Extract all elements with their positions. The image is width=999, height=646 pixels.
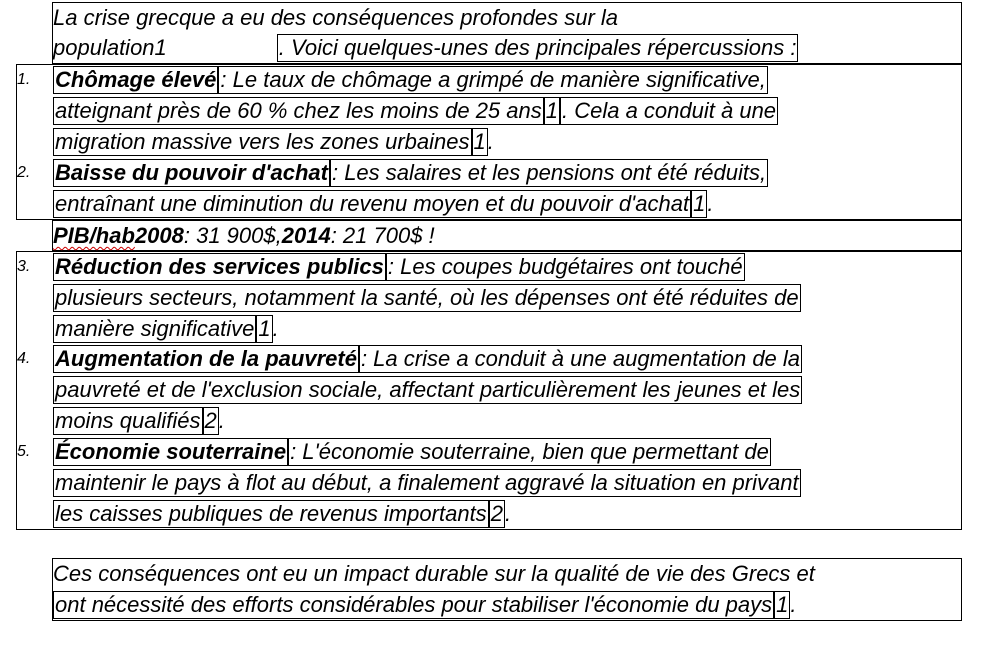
item-3-text-2: plusieurs secteurs, notamment la santé, où les dépenses ont été réduites de: [55, 285, 799, 310]
conclusion-line-2: [53, 591, 797, 619]
item-5-title: Économie souterraine: [55, 439, 287, 464]
item-3-text-3: manière significative: [55, 316, 255, 341]
list-number-5: 5.: [17, 443, 31, 460]
item-5-line-3: [53, 500, 511, 528]
list-number-3: 3.: [17, 258, 31, 275]
item-2-text-2: entraînant une diminution du revenu moyen et du pouvoir d'achat: [55, 191, 690, 216]
pib-year-1: 2008: [134, 223, 184, 248]
intro-text-1: La crise grecque a eu des conséquences profondes sur la: [53, 5, 619, 30]
pib-year-2: 2014: [281, 223, 331, 248]
item-3-line-1: [53, 253, 745, 281]
item-1-title: Chômage élevé: [55, 67, 217, 92]
footnote-ref: 1: [154, 35, 167, 60]
item-4-line-3: [53, 407, 225, 435]
item-2-text-2b: .: [707, 191, 714, 216]
item-1-line-2: [53, 97, 778, 125]
item-5-text-3: les caisses publiques de revenus importants: [55, 501, 487, 526]
item-4-title: Augmentation de la pauvreté: [55, 346, 357, 371]
list-number-2: 2.: [17, 164, 31, 181]
item-3-text-3b: .: [272, 316, 279, 341]
item-2-text-1: : Les salaires et les pensions ont été réduits,: [331, 160, 767, 185]
footnote-ref: 1: [545, 98, 558, 123]
item-4-text-2: pauvreté et de l'exclusion sociale, affectant particulièrement les jeunes et les: [55, 377, 801, 402]
item-4-line-2: [53, 376, 802, 404]
footnote-ref: 1: [776, 592, 789, 617]
item-4-line-1: [53, 345, 802, 373]
item-3-line-2: [53, 284, 801, 312]
item-5-text-2: maintenir le pays à flot au début, a finalement aggravé la situation en privant: [55, 470, 799, 495]
item-1-text-1: : Le taux de chômage a grimpé de manière significative,: [220, 67, 766, 92]
footnote-ref: 1: [258, 316, 271, 341]
list-number-4: 4.: [17, 350, 31, 367]
item-1-line-3: [53, 128, 494, 156]
item-5-text-3b: .: [504, 501, 512, 526]
item-2-title: Baisse du pouvoir d'achat: [55, 160, 328, 185]
conclusion-text-1: Ces conséquences ont eu un impact durable sur la qualité de vie des Grecs et: [53, 561, 815, 586]
item-3-line-3: [53, 315, 279, 343]
item-5-line-2: [53, 469, 801, 497]
item-1-text-2b: . Cela a conduit à une: [562, 98, 777, 123]
conclusion-line-1: [53, 560, 815, 588]
item-4-text-3: moins qualifiés: [55, 408, 201, 433]
intro-line-1: [53, 4, 618, 32]
footnote-ref: 1: [473, 129, 486, 154]
footnote-ref: 2: [490, 501, 503, 526]
conclusion-end: .: [790, 592, 797, 617]
item-4-text-1: : La crise a conduit à une augmentation de la: [360, 346, 801, 371]
intro-text-2b: . Voici quelques-unes des principales répercussions :: [278, 35, 797, 60]
pib-line: [53, 222, 435, 250]
item-2-line-1: [53, 159, 768, 187]
pib-value-2: : 21 700$ !: [330, 223, 435, 248]
item-3-title: Réduction des services publics: [55, 254, 384, 279]
intro-text-2a: population: [53, 35, 155, 60]
item-2-line-2: [53, 190, 713, 218]
item-1-text-3: migration massive vers les zones urbaines: [55, 129, 470, 154]
pib-value-1: : 31 900$,: [183, 223, 282, 248]
footnote-ref: 1: [693, 191, 706, 216]
intro-line-2: [53, 34, 798, 62]
item-1-text-2: atteignant près de 60 % chez les moins de 25 ans: [55, 98, 542, 123]
item-3-text-1: : Les coupes budgétaires ont touché: [387, 254, 743, 279]
item-5-line-1: [53, 438, 771, 466]
item-1-line-1: [53, 66, 768, 94]
item-5-text-1: : L'économie souterraine, bien que permettant de: [290, 439, 769, 464]
pib-label: PIB/hab: [53, 223, 135, 248]
conclusion-text-2: ont nécessité des efforts considérables pour stabiliser l'économie du pays: [55, 592, 773, 617]
item-4-text-3b: .: [218, 408, 225, 433]
item-1-text-3b: .: [487, 129, 494, 154]
list-number-1: 1.: [17, 71, 31, 88]
footnote-ref: 2: [204, 408, 217, 433]
